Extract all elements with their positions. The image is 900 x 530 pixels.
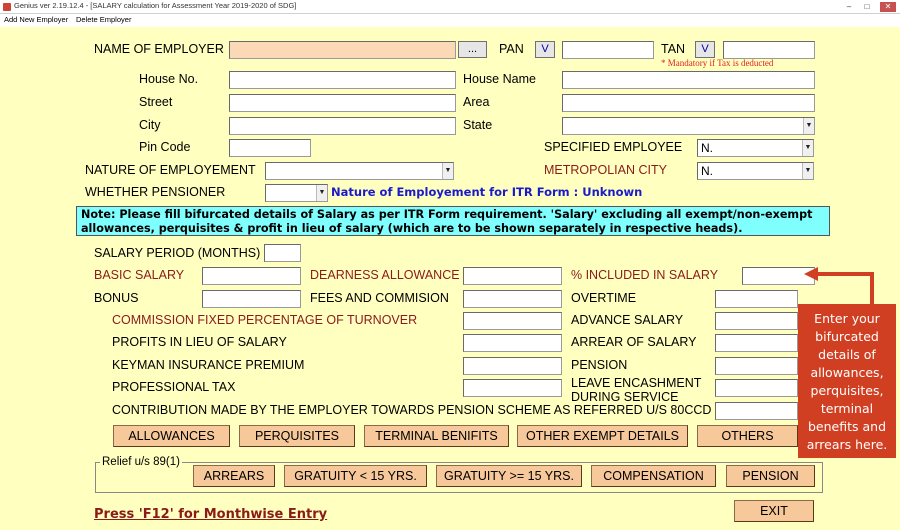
leave-encashment-line1: LEAVE ENCASHMENT xyxy=(571,376,702,390)
chevron-down-icon: ▼ xyxy=(802,140,813,156)
professional-tax-label: PROFESSIONAL TAX xyxy=(112,380,236,394)
itr-nature-text: Nature of Employement for ITR Form : Unknown xyxy=(331,185,643,199)
contribution-80ccd-input[interactable] xyxy=(715,402,798,420)
close-button[interactable]: ✕ xyxy=(880,2,896,12)
maximize-button[interactable]: □ xyxy=(864,2,870,11)
callout-line: perquisites, xyxy=(810,383,884,398)
commission-fixed-label: COMMISSION FIXED PERCENTAGE OF TURNOVER xyxy=(112,313,418,327)
chevron-down-icon: ▼ xyxy=(442,163,453,179)
basic-salary-input[interactable] xyxy=(202,267,301,285)
dearness-allowance-input[interactable] xyxy=(463,267,562,285)
callout-arrow-line xyxy=(816,274,872,308)
pension-input[interactable] xyxy=(715,357,798,375)
menu-delete-employer[interactable]: Delete Employer xyxy=(76,15,132,24)
metro-city-select[interactable] xyxy=(697,162,814,180)
tan-input[interactable] xyxy=(723,41,815,59)
commission-fixed-input[interactable] xyxy=(463,312,562,330)
callout-line: arrears here. xyxy=(806,437,888,452)
callout-line: Enter your xyxy=(814,311,880,326)
city-label: City xyxy=(139,118,161,132)
exit-button[interactable]: EXIT xyxy=(734,500,814,522)
menu-add-employer[interactable]: Add New Employer xyxy=(4,15,69,24)
nature-employment-select[interactable] xyxy=(265,162,454,180)
area-input[interactable] xyxy=(562,94,815,112)
callout-arrow xyxy=(800,262,880,308)
bonus-input[interactable] xyxy=(202,290,301,308)
relief-pension-button[interactable]: PENSION xyxy=(726,465,815,487)
tan-label: TAN xyxy=(661,42,686,56)
title-bar xyxy=(0,0,900,14)
advance-salary-label: ADVANCE SALARY xyxy=(571,313,684,327)
contribution-80ccd-label: CONTRIBUTION MADE BY THE EMPLOYER TOWARDS PENSION SCHEME AS REFERRED U/S 80CCD xyxy=(112,403,712,417)
basic-salary-label: BASIC SALARY xyxy=(94,268,185,282)
help-callout xyxy=(798,304,896,458)
fees-input[interactable] xyxy=(463,290,562,308)
house-no-label: House No. xyxy=(139,72,199,86)
app-icon xyxy=(3,3,11,11)
pct-included-label: % INCLUDED IN SALARY xyxy=(571,268,719,282)
browse-employer-button[interactable]: ... xyxy=(458,41,487,58)
f12-monthwise-link[interactable]: Press 'F12' for Monthwise Entry xyxy=(94,507,328,522)
profits-lieu-input[interactable] xyxy=(463,334,562,352)
pan-verify-button[interactable]: V xyxy=(535,41,555,58)
perquisites-button[interactable]: PERQUISITES xyxy=(239,425,355,447)
callout-line: benefits and xyxy=(807,419,886,434)
minimize-button[interactable]: – xyxy=(846,2,852,11)
other-exempt-button[interactable]: OTHER EXEMPT DETAILS xyxy=(517,425,688,447)
leave-encashment-label xyxy=(571,376,701,404)
keyman-label: KEYMAN INSURANCE PREMIUM xyxy=(112,358,305,372)
state-label: State xyxy=(463,118,493,132)
chevron-down-icon: ▼ xyxy=(802,163,813,179)
pin-code-input[interactable] xyxy=(229,139,311,157)
arrear-salary-input[interactable] xyxy=(715,334,798,352)
compensation-button[interactable]: COMPENSATION xyxy=(591,465,716,487)
arrear-salary-label: ARREAR OF SALARY xyxy=(571,335,697,349)
overtime-label: OVERTIME xyxy=(571,291,637,305)
leave-encashment-line2: DURING SERVICE xyxy=(571,390,679,404)
pin-code-label: Pin Code xyxy=(139,140,191,154)
house-name-input[interactable] xyxy=(562,71,815,89)
salary-period-label: SALARY PERIOD (MONTHS) xyxy=(94,246,261,260)
relief-label: Relief u/s 89(1) xyxy=(102,456,180,468)
advance-salary-input[interactable] xyxy=(715,312,798,330)
pensioner-label: WHETHER PENSIONER xyxy=(85,185,226,199)
dearness-allowance-label: DEARNESS ALLOWANCE xyxy=(310,268,460,282)
street-input[interactable] xyxy=(229,94,456,112)
state-select[interactable] xyxy=(562,117,815,135)
specified-employee-value: N. xyxy=(701,141,713,155)
overtime-input[interactable] xyxy=(715,290,798,308)
specified-employee-label: SPECIFIED EMPLOYEE xyxy=(544,140,683,154)
house-no-input[interactable] xyxy=(229,71,456,89)
salary-note: Note: Please fill bifurcated details of Salary as per ITR Form requirement. 'Salary' excluding all exempt/non-exempt allowances, perquisites & profit in lieu of salary (which are to be shown separately in respective heads). xyxy=(76,206,830,236)
profits-lieu-label: PROFITS IN LIEU OF SALARY xyxy=(112,335,287,349)
tan-verify-button[interactable]: V xyxy=(695,41,715,58)
callout-line: details of xyxy=(818,347,876,362)
callout-line: bifurcated xyxy=(815,329,879,344)
gratuity-lt-button[interactable]: GRATUITY < 15 YRS. xyxy=(284,465,427,487)
specified-employee-select[interactable] xyxy=(697,139,814,157)
pan-label: PAN xyxy=(499,42,524,56)
others-button[interactable]: OTHERS xyxy=(697,425,798,447)
employer-name-input[interactable] xyxy=(229,41,456,59)
mandatory-note: * Mandatory if Tax is deducted xyxy=(661,58,774,68)
chevron-down-icon: ▼ xyxy=(803,118,814,134)
callout-line: terminal xyxy=(820,401,874,416)
pan-input[interactable] xyxy=(562,41,654,59)
keyman-input[interactable] xyxy=(463,357,562,375)
nature-employment-label: NATURE OF EMPLOYEMENT xyxy=(85,163,256,177)
bonus-label: BONUS xyxy=(94,291,139,305)
metro-city-value: N. xyxy=(701,164,713,178)
gratuity-ge-button[interactable]: GRATUITY >= 15 YRS. xyxy=(436,465,582,487)
allowances-button[interactable]: ALLOWANCES xyxy=(113,425,230,447)
area-label: Area xyxy=(463,95,490,109)
pensioner-select[interactable] xyxy=(265,184,328,202)
pension-label: PENSION xyxy=(571,358,628,372)
house-name-label: House Name xyxy=(463,72,536,86)
city-input[interactable] xyxy=(229,117,456,135)
menu-bar xyxy=(0,14,900,27)
leave-encashment-input[interactable] xyxy=(715,379,798,397)
salary-period-input[interactable] xyxy=(264,244,301,262)
callout-line: allowances, xyxy=(810,365,884,380)
fees-label: FEES AND COMMISION xyxy=(310,291,449,305)
callout-arrow-head xyxy=(804,267,818,281)
metro-city-label: METROPOLIAN CITY xyxy=(544,163,667,177)
chevron-down-icon: ▼ xyxy=(316,185,327,201)
window-title: Genius ver 2.19.12.4 - [SALARY calculation for Assessment Year 2019-2020 of SDG] xyxy=(14,1,297,10)
employer-name-label: NAME OF EMPLOYER xyxy=(94,42,224,56)
professional-tax-input[interactable] xyxy=(463,379,562,397)
street-label: Street xyxy=(139,95,173,109)
terminal-benefits-button[interactable]: TERMINAL BENIFITS xyxy=(364,425,509,447)
arrears-button[interactable]: ARREARS xyxy=(193,465,275,487)
